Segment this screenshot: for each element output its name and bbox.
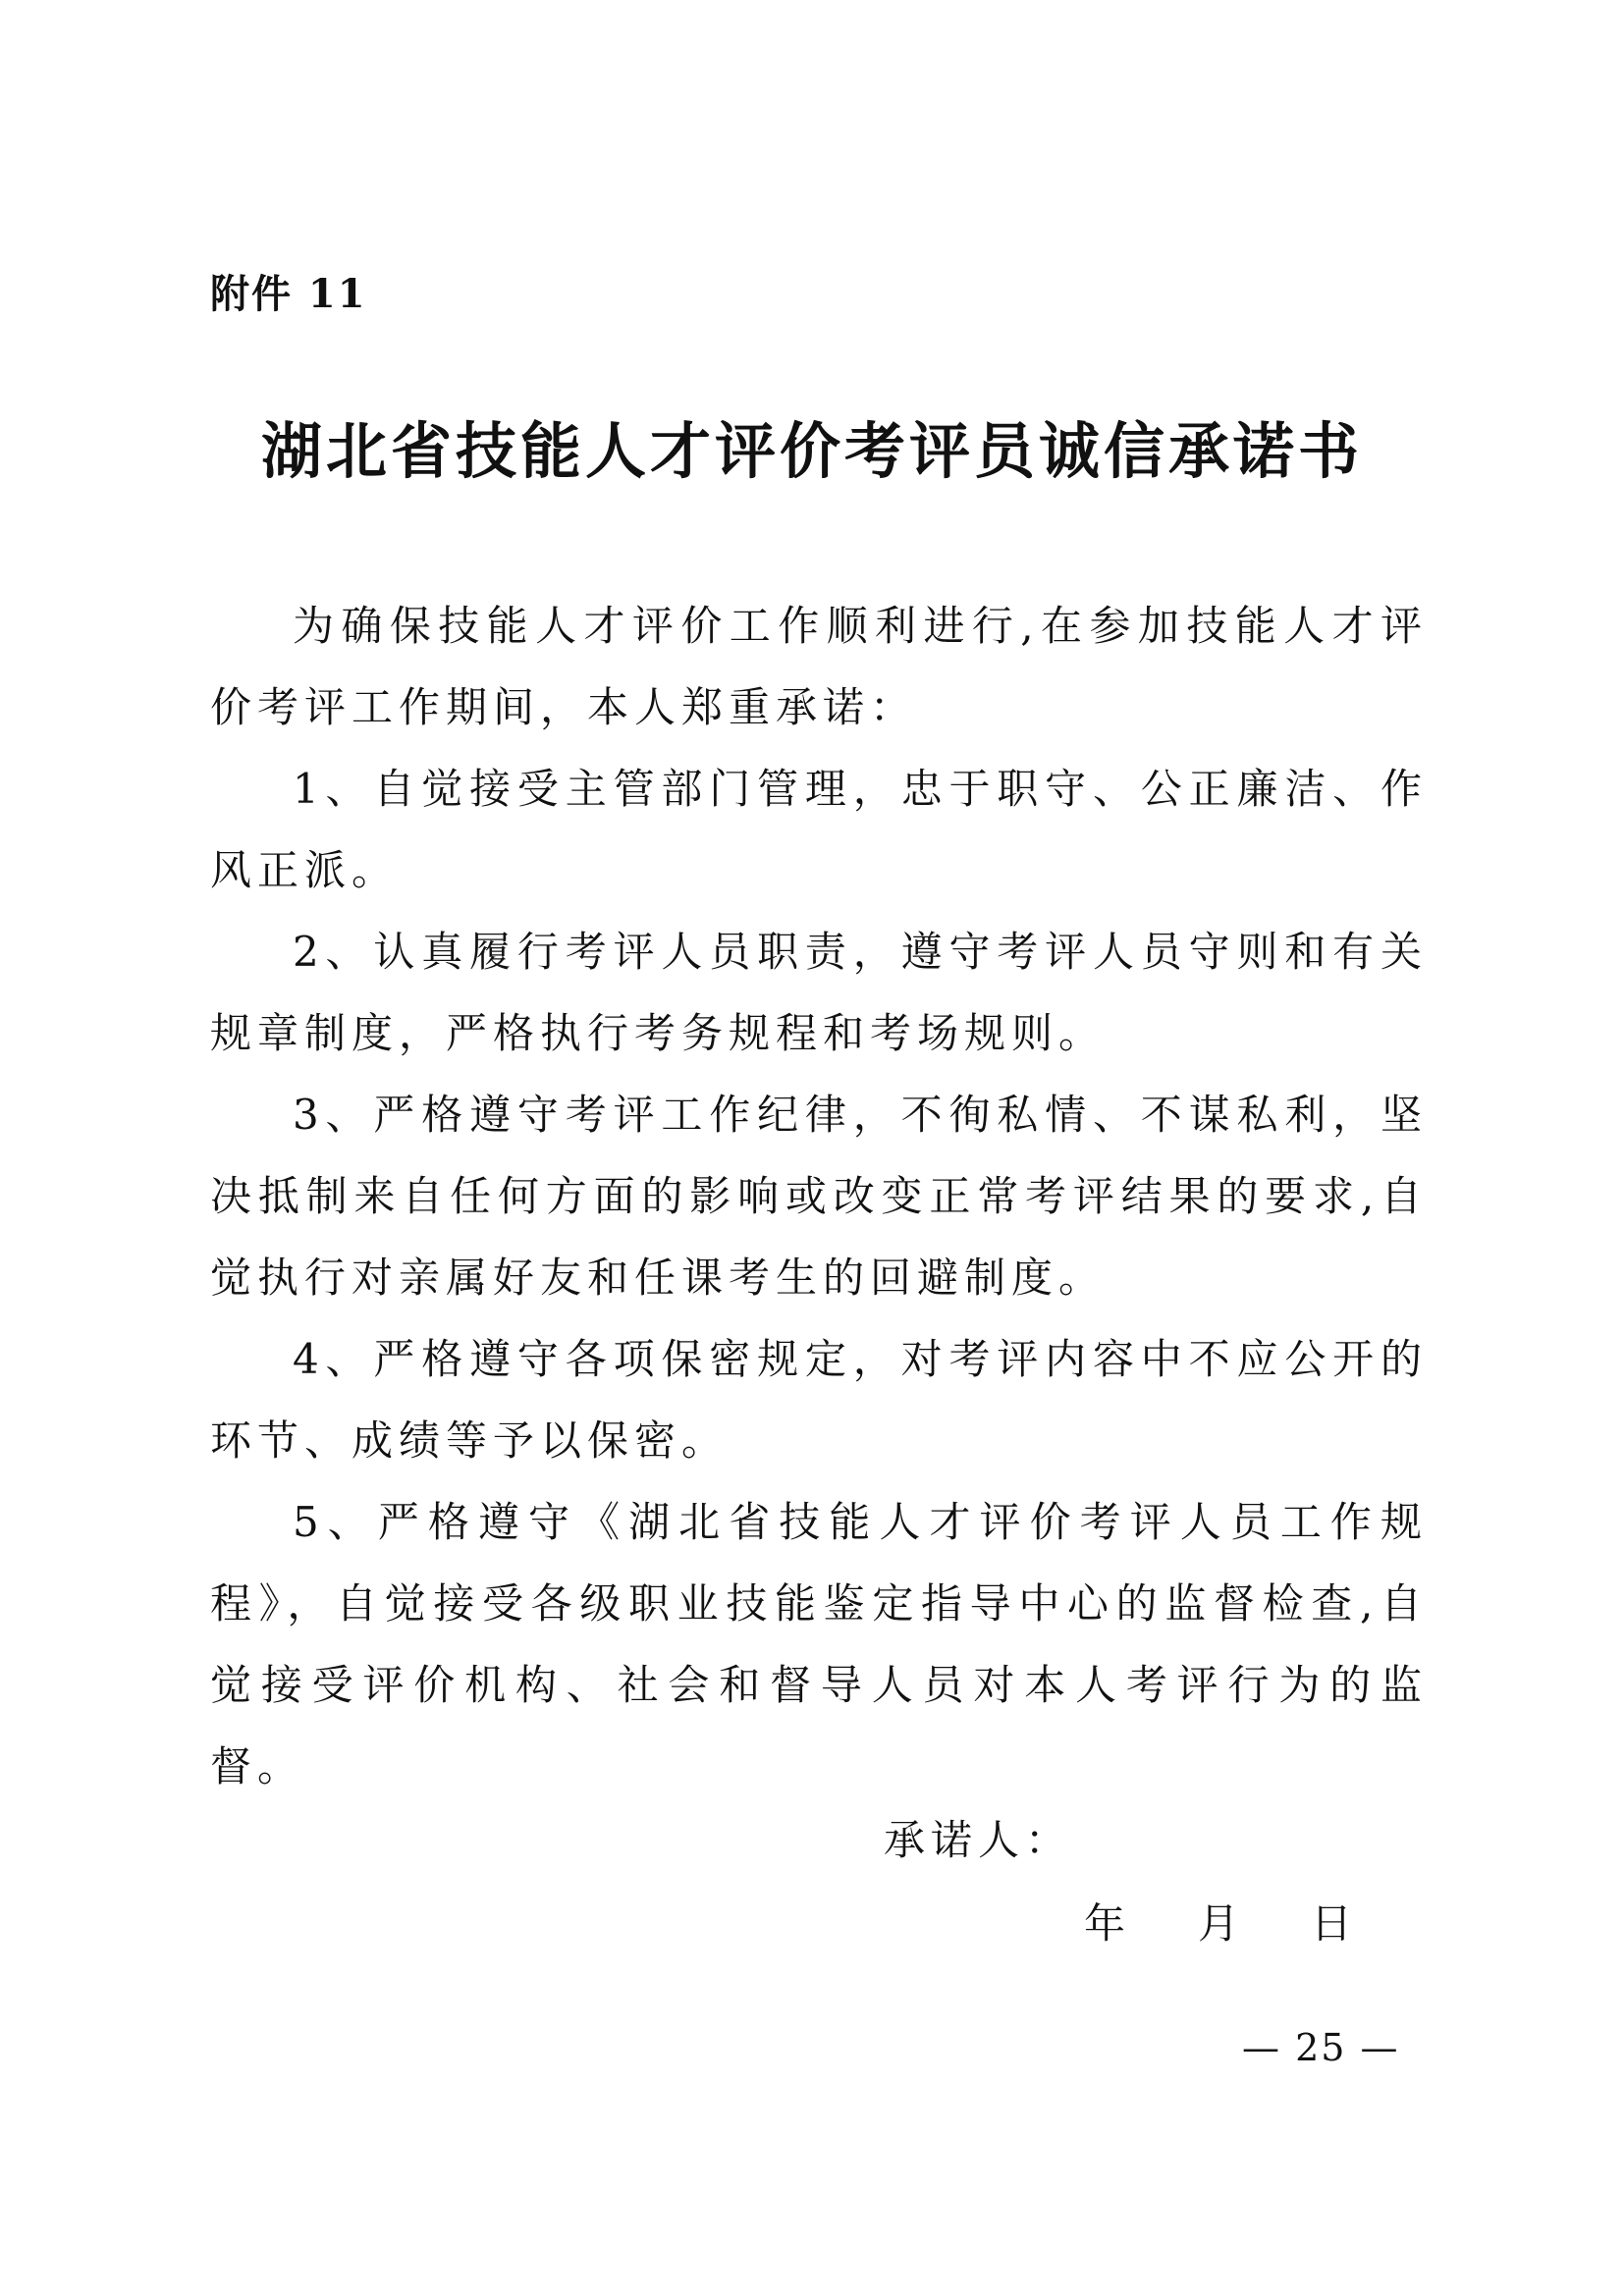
document-title: 湖北省技能人才评价考评员诚信承诺书 [260,415,1363,487]
commitment-item-2: 2、认真履行考评人员职责，遵守考评人员守则和有关规章制度，严格执行考务规程和考场规则。 [210,928,1428,1057]
signature-label: 承诺人： [884,1816,1073,1864]
date-year: 年 [1084,1899,1126,1948]
commitment-item-4: 4、严格遵守各项保密规定，对考评内容中不应公开的环节、成绩等予以保密。 [210,1335,1428,1465]
commitment-item-5: 5、严格遵守《湖北省技能人才评价考评人员工作规程》，自觉接受各级职业技能鉴定指导中心的监督检查,自觉接受评价机构、社会和督导人员对本人考评行为的监督。 [210,1498,1428,1790]
page-number: — 25 — [1242,2026,1400,2069]
commitment-item-3: 3、严格遵守考评工作纪律，不徇私情、不谋私利，坚决抵制来自任何方面的影响或改变正常考评结果的要求,自觉执行对亲属好友和任课考生的回避制度。 [210,1091,1428,1302]
document-body [210,585,1428,1807]
intro-paragraph: 为确保技能人才评价工作顺利进行,在参加技能人才评价考评工作期间，本人郑重承诺： [210,602,1428,731]
commitment-item-1: 1、自觉接受主管部门管理，忠于职守、公正廉洁、作风正派。 [210,765,1428,894]
date-month: 月 [1198,1899,1240,1948]
date-day: 日 [1311,1899,1353,1948]
attachment-label: 附件 11 [210,271,367,317]
